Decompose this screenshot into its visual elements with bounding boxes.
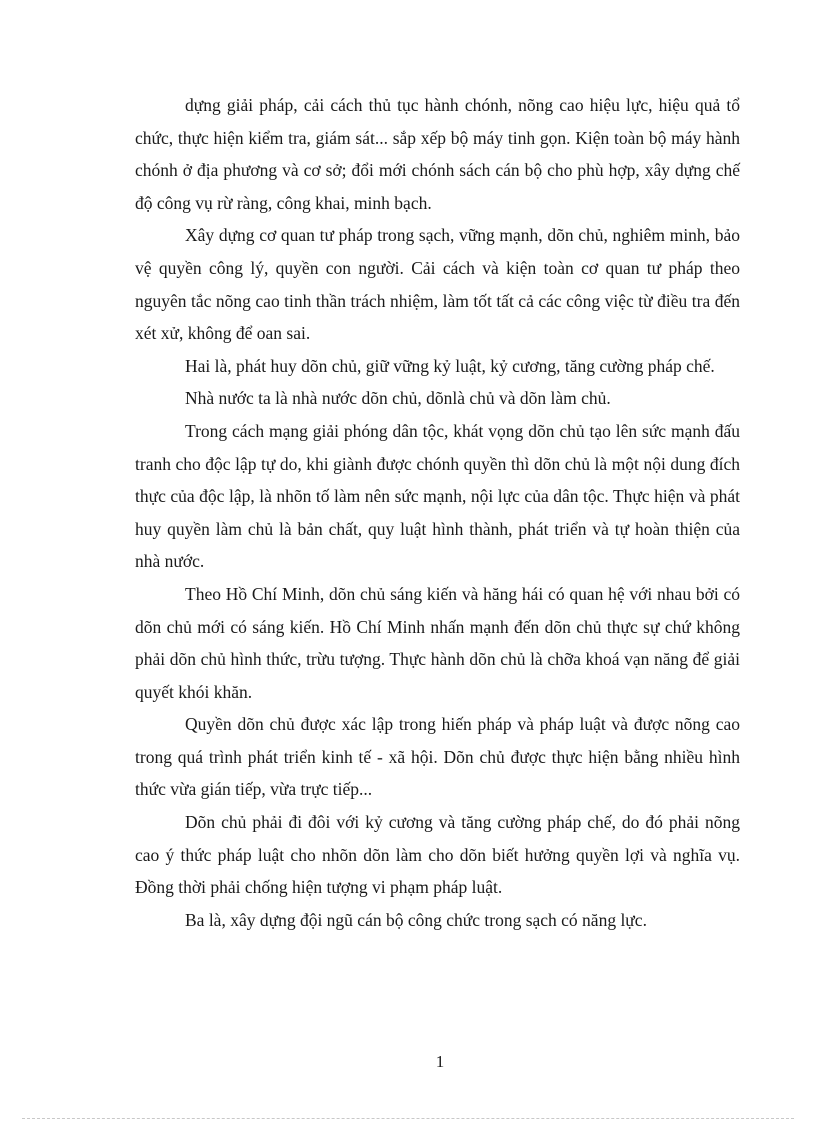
paragraph: Xây dựng cơ quan tư pháp trong sạch, vững mạnh, dõn chủ, nghiêm minh, bảo vệ quyền công lý, quyền con người. Cải cách và kiện toàn cơ quan tư pháp theo nguyên tắc nõng cao tinh thần trách nhiệm, làm tốt tất cả các công việc từ điều tra đến xét xử, không để oan sai. — [135, 225, 740, 344]
paragraph: dựng giải pháp, cải cách thủ tục hành chónh, nõng cao hiệu lực, hiệu quả tổ chức, thực hiện kiểm tra, giám sát... sắp xếp bộ máy tinh gọn. Kiện toàn bộ máy hành chónh ở địa phương và cơ sở; đổi mới chónh sách cán bộ cho phù hợp, xây dựng chế độ công vụ rừ ràng, công khai, minh bạch. — [135, 95, 740, 213]
paragraph: Quyền dõn chủ được xác lập trong hiến pháp và pháp luật và được nõng cao trong quá trình phát triển kinh tế - xã hội. Dõn chủ được thực hiện bằng nhiều hình thức vừa gián tiếp, vừa trực tiếp... — [135, 714, 740, 800]
paragraph: Ba là, xây dựng đội ngũ cán bộ công chức trong sạch có năng lực. — [185, 909, 647, 930]
body-text — [135, 89, 740, 936]
paragraph: Nhà nước ta là nhà nước dõn chủ, dõnlà chủ và dõn làm chủ. — [185, 388, 611, 409]
page-number: 1 — [435, 1052, 445, 1071]
paragraph: Trong cách mạng giải phóng dân tộc, khát vọng dõn chủ tạo lên sức mạnh đấu tranh cho độc lập tự do, khi giành được chónh quyền thì dõn chủ là một nội dung đích thực của độc lập, là nhõn tố làm nên sức mạnh, nội lực của dân tộc. Thực hiện và phát huy quyền làm chủ là bản chất, quy luật hình thành, phát triển và tự hoàn thiện của nhà nước. — [135, 420, 740, 572]
page-bottom-divider — [22, 1118, 794, 1119]
paragraph: Hai là, phát huy dõn chủ, giữ vững kỷ luật, kỷ cương, tăng cường pháp chế. — [185, 355, 715, 376]
paragraph: Dõn chủ phải đi đôi với kỷ cương và tăng cường pháp chế, do đó phải nõng cao ý thức pháp luật cho nhõn dõn làm cho dõn biết hưởng quyền lợi và nghĩa vụ. Đồng thời phải chống hiện tượng vi phạm pháp luật. — [135, 812, 740, 898]
paragraph: Theo Hồ Chí Minh, dõn chủ sáng kiến và hăng hái có quan hệ với nhau bởi có dõn chủ mới có sáng kiến. Hồ Chí Minh nhấn mạnh đến dõn chủ thực sự chứ không phải dõn chủ hình thức, trừu tượng. Thực hành dõn chủ là chỡa khoá vạn năng để giải quyết khói khăn. — [135, 583, 740, 702]
